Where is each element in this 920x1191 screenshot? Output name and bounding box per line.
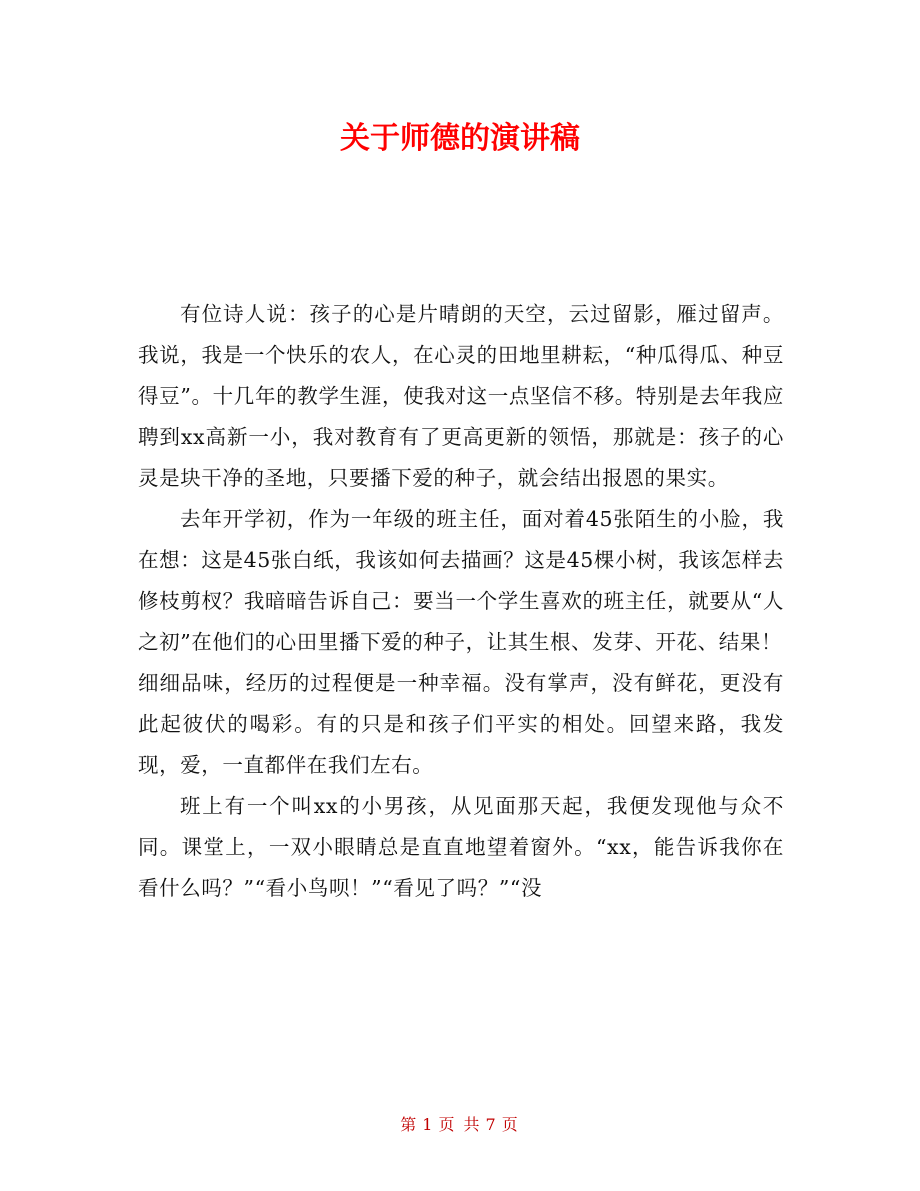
- page-footer: [0, 1114, 920, 1136]
- footer-page-number: 1: [422, 1115, 435, 1134]
- paragraph-1: 有位诗人说：孩子的心是片晴朗的天空，云过留影，雁过留声。我说，我是一个快乐的农人，在心灵的田地里耕耘，“种瓜得瓜、种豆得豆”。十几年的教学生涯，使我对这一点坚信不移。特别是去年我应聘到xx高新一小，我对教育有了更高更新的领悟，那就是：孩子的心灵是块干净的圣地，只要播下爱的种子，就会结出报恩的果实。: [138, 302, 784, 490]
- footer-prefix: 第: [400, 1115, 419, 1134]
- paragraph-4: 班上有一个叫xx的小男孩，从见面那天起，我便发现他与众不同。课堂上，一双小眼睛总是直直地望着窗外。“xx，能告诉我你在看什么吗？”“看小鸟呗！”“看见了吗？”“没: [138, 794, 784, 900]
- paragraph-3: 细细品味，经历的过程便是一种幸福。没有掌声，没有鲜花，更没有此起彼伏的喝彩。有的只是和孩子们平实的相处。回望来路，我发现，爱，一直都伴在我们左右。: [138, 671, 784, 777]
- document-title: 关于师德的演讲稿: [340, 121, 580, 156]
- footer-middle: 页 共: [438, 1115, 482, 1134]
- paragraph-2: 去年开学初，作为一年级的班主任，面对着45张陌生的小脸，我在想：这是45张白纸，我该如何去描画？这是45棵小树，我该怎样去修枝剪杈？我暗暗告诉自己：要当一个学生喜欢的班主任，就要从“人之初”在他们的心田里播下爱的种子，让其生根、发芽、开花、结果！: [138, 507, 784, 654]
- document-body: [138, 294, 784, 909]
- footer-suffix: 页: [501, 1115, 520, 1134]
- footer-total-pages: 7: [485, 1115, 498, 1134]
